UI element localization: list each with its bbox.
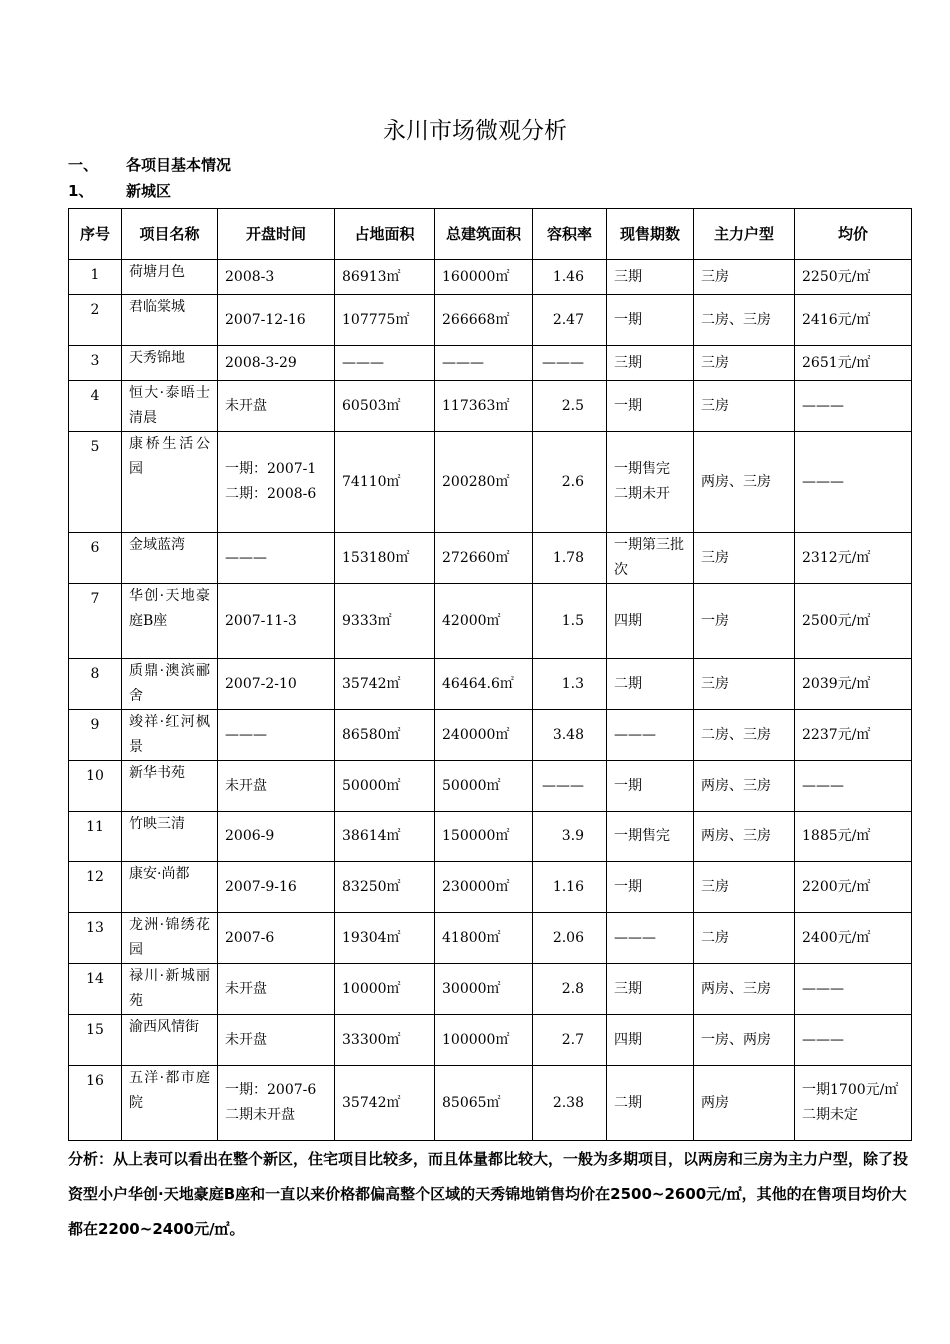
cell-building-area: 240000㎡	[435, 710, 533, 761]
analysis-paragraph: 分析：从上表可以看出在整个新区，住宅项目比较多，而且体量都比较大，一般为多期项目，以两房和三房为主力户型，除了投资型小户华创·天地豪庭B座和一直以来价格都偏高整个区域的天秀锦地销售均价在2500~2600元/㎡，其他的在售项目均价大都在2200~2400元/㎡。	[68, 1150, 909, 1238]
cell-land-area: 83250㎡	[335, 862, 435, 913]
cell-building-area: 46464.6㎡	[435, 659, 533, 710]
cell-seq: 8	[69, 659, 122, 710]
cell-land-area: 153180㎡	[335, 533, 435, 584]
table-row	[69, 584, 912, 659]
table-row	[69, 913, 912, 964]
page-title: 永川市场微观分析	[383, 118, 567, 144]
cell-unit-type: 两房、三房	[694, 761, 795, 812]
cell-phase: 一期售完 二期未开	[607, 432, 694, 533]
cell-building-area: 230000㎡	[435, 862, 533, 913]
cell-phase: 一期	[607, 761, 694, 812]
cell-name: 恒大·泰晤士清晨	[122, 381, 218, 432]
cell-far: 1.46	[533, 260, 607, 295]
cell-open-date: 2006-9	[218, 812, 335, 862]
cell-open-date: ———	[218, 533, 335, 584]
cell-name: 金域蓝湾	[122, 533, 218, 584]
cell-open-date: 2007-9-16	[218, 862, 335, 913]
table-row	[69, 659, 912, 710]
cell-building-area: ———	[435, 346, 533, 381]
cell-name: 荷塘月色	[122, 260, 218, 295]
cell-phase: 一期	[607, 381, 694, 432]
section-text: 各项目基本情况	[126, 156, 232, 174]
cell-open-date: 2007-6	[218, 913, 335, 964]
cell-name: 禄川·新城丽苑	[122, 964, 218, 1015]
section-heading-basic-info	[68, 154, 231, 175]
cell-land-area: 35742㎡	[335, 659, 435, 710]
cell-name: 华创·天地豪庭B座	[122, 584, 218, 659]
cell-name: 竣祥·红河枫景	[122, 710, 218, 761]
cell-name: 君临棠城	[122, 295, 218, 346]
cell-building-area: 117363㎡	[435, 381, 533, 432]
cell-land-area: ———	[335, 346, 435, 381]
cell-phase: ———	[607, 913, 694, 964]
cell-seq: 14	[69, 964, 122, 1015]
cell-price: 2651元/㎡	[795, 346, 912, 381]
cell-far: 2.7	[533, 1015, 607, 1066]
cell-building-area: 50000㎡	[435, 761, 533, 812]
project-table	[68, 208, 912, 1141]
cell-phase: 一期	[607, 295, 694, 346]
cell-seq: 9	[69, 710, 122, 761]
cell-land-area: 50000㎡	[335, 761, 435, 812]
cell-name: 康安·尚都	[122, 862, 218, 913]
cell-phase: 一期售完	[607, 812, 694, 862]
cell-far: 2.47	[533, 295, 607, 346]
header-price: 均价	[795, 209, 912, 260]
table-row	[69, 346, 912, 381]
cell-name: 竹映三清	[122, 812, 218, 862]
cell-price: 2312元/㎡	[795, 533, 912, 584]
table-row	[69, 295, 912, 346]
cell-far: 2.06	[533, 913, 607, 964]
cell-far: 3.48	[533, 710, 607, 761]
cell-seq: 5	[69, 432, 122, 533]
cell-seq: 1	[69, 260, 122, 295]
table-row	[69, 260, 912, 295]
table-row	[69, 533, 912, 584]
cell-unit-type: 三房	[694, 533, 795, 584]
cell-open-date: 一期：2007-1 二期：2008-6	[218, 432, 335, 533]
cell-far: 3.9	[533, 812, 607, 862]
cell-price: 2250元/㎡	[795, 260, 912, 295]
table-row	[69, 964, 912, 1015]
cell-far: 2.6	[533, 432, 607, 533]
cell-price: ———	[795, 432, 912, 533]
cell-name: 渝西风情街	[122, 1015, 218, 1066]
cell-seq: 13	[69, 913, 122, 964]
cell-seq: 3	[69, 346, 122, 381]
cell-far: 1.16	[533, 862, 607, 913]
cell-unit-type: 三房	[694, 346, 795, 381]
cell-seq: 10	[69, 761, 122, 812]
subsection-number: 1、	[68, 182, 94, 200]
cell-building-area: 200280㎡	[435, 432, 533, 533]
table-row	[69, 1015, 912, 1066]
cell-seq: 6	[69, 533, 122, 584]
cell-phase: 三期	[607, 346, 694, 381]
cell-open-date: 2007-12-16	[218, 295, 335, 346]
cell-building-area: 266668㎡	[435, 295, 533, 346]
header-building-area: 总建筑面积	[435, 209, 533, 260]
cell-far: ———	[533, 346, 607, 381]
cell-phase: 四期	[607, 1015, 694, 1066]
header-unit-type: 主力户型	[694, 209, 795, 260]
cell-name: 天秀锦地	[122, 346, 218, 381]
cell-building-area: 150000㎡	[435, 812, 533, 862]
cell-far: 1.78	[533, 533, 607, 584]
cell-land-area: 35742㎡	[335, 1066, 435, 1141]
cell-open-date: 2007-11-3	[218, 584, 335, 659]
cell-price: ———	[795, 964, 912, 1015]
table-row	[69, 862, 912, 913]
table-row	[69, 761, 912, 812]
cell-phase: 二期	[607, 1066, 694, 1141]
cell-seq: 7	[69, 584, 122, 659]
cell-building-area: 41800㎡	[435, 913, 533, 964]
cell-name: 新华书苑	[122, 761, 218, 812]
cell-price: 2200元/㎡	[795, 862, 912, 913]
table-header-row	[69, 209, 912, 260]
section-heading-new-district	[68, 180, 171, 201]
cell-seq: 12	[69, 862, 122, 913]
cell-open-date: 2008-3-29	[218, 346, 335, 381]
cell-phase: 三期	[607, 964, 694, 1015]
table-row	[69, 1066, 912, 1141]
cell-unit-type: 三房	[694, 381, 795, 432]
cell-price: ———	[795, 1015, 912, 1066]
cell-unit-type: 一房、两房	[694, 1015, 795, 1066]
cell-price: 2416元/㎡	[795, 295, 912, 346]
cell-seq: 16	[69, 1066, 122, 1141]
cell-land-area: 86913㎡	[335, 260, 435, 295]
cell-phase: 一期第三批次	[607, 533, 694, 584]
cell-land-area: 60503㎡	[335, 381, 435, 432]
cell-price: 1885元/㎡	[795, 812, 912, 862]
cell-land-area: 107775㎡	[335, 295, 435, 346]
cell-unit-type: 两房、三房	[694, 432, 795, 533]
cell-unit-type: 三房	[694, 260, 795, 295]
cell-unit-type: 两房	[694, 1066, 795, 1141]
cell-land-area: 86580㎡	[335, 710, 435, 761]
cell-seq: 15	[69, 1015, 122, 1066]
cell-unit-type: 三房	[694, 659, 795, 710]
cell-name: 质鼎·澳滨郦舍	[122, 659, 218, 710]
cell-unit-type: 二房	[694, 913, 795, 964]
table-row	[69, 381, 912, 432]
header-phase: 现售期数	[607, 209, 694, 260]
cell-open-date: 未开盘	[218, 1015, 335, 1066]
cell-open-date: 未开盘	[218, 381, 335, 432]
cell-far: 2.8	[533, 964, 607, 1015]
cell-building-area: 160000㎡	[435, 260, 533, 295]
cell-name: 龙洲·锦绣花园	[122, 913, 218, 964]
cell-price: 一期1700元/㎡ 二期未定	[795, 1066, 912, 1141]
subsection-text: 新城区	[126, 182, 172, 200]
header-name: 项目名称	[122, 209, 218, 260]
cell-unit-type: 二房、三房	[694, 295, 795, 346]
cell-open-date: 未开盘	[218, 964, 335, 1015]
cell-seq: 2	[69, 295, 122, 346]
cell-phase: 二期	[607, 659, 694, 710]
cell-phase: 三期	[607, 260, 694, 295]
cell-far: 2.38	[533, 1066, 607, 1141]
cell-seq: 4	[69, 381, 122, 432]
cell-price: 2400元/㎡	[795, 913, 912, 964]
header-far: 容积率	[533, 209, 607, 260]
cell-building-area: 100000㎡	[435, 1015, 533, 1066]
cell-unit-type: 二房、三房	[694, 710, 795, 761]
cell-far: 1.5	[533, 584, 607, 659]
cell-building-area: 85065㎡	[435, 1066, 533, 1141]
cell-unit-type: 一房	[694, 584, 795, 659]
cell-land-area: 38614㎡	[335, 812, 435, 862]
header-seq: 序号	[69, 209, 122, 260]
cell-land-area: 10000㎡	[335, 964, 435, 1015]
cell-open-date: 未开盘	[218, 761, 335, 812]
cell-building-area: 272660㎡	[435, 533, 533, 584]
cell-land-area: 74110㎡	[335, 432, 435, 533]
table-row	[69, 812, 912, 862]
cell-price: ———	[795, 761, 912, 812]
cell-far: 2.5	[533, 381, 607, 432]
cell-land-area: 33300㎡	[335, 1015, 435, 1066]
cell-open-date: 2007-2-10	[218, 659, 335, 710]
cell-open-date: 2008-3	[218, 260, 335, 295]
cell-far: ———	[533, 761, 607, 812]
table-row	[69, 710, 912, 761]
cell-price: 2500元/㎡	[795, 584, 912, 659]
cell-name: 五洋·都市庭院	[122, 1066, 218, 1141]
cell-price: 2237元/㎡	[795, 710, 912, 761]
cell-open-date: ———	[218, 710, 335, 761]
table-row	[69, 432, 912, 533]
cell-unit-type: 三房	[694, 862, 795, 913]
cell-open-date: 一期：2007-6 二期未开盘	[218, 1066, 335, 1141]
cell-building-area: 30000㎡	[435, 964, 533, 1015]
header-open-date: 开盘时间	[218, 209, 335, 260]
cell-far: 1.3	[533, 659, 607, 710]
cell-land-area: 9333㎡	[335, 584, 435, 659]
section-number: 一、	[68, 156, 99, 174]
cell-unit-type: 两房、三房	[694, 812, 795, 862]
cell-phase: ———	[607, 710, 694, 761]
header-land-area: 占地面积	[335, 209, 435, 260]
cell-building-area: 42000㎡	[435, 584, 533, 659]
cell-name: 康桥生活公园	[122, 432, 218, 533]
cell-price: ———	[795, 381, 912, 432]
cell-phase: 四期	[607, 584, 694, 659]
cell-seq: 11	[69, 812, 122, 862]
cell-unit-type: 两房、三房	[694, 964, 795, 1015]
cell-price: 2039元/㎡	[795, 659, 912, 710]
cell-land-area: 19304㎡	[335, 913, 435, 964]
cell-phase: 一期	[607, 862, 694, 913]
